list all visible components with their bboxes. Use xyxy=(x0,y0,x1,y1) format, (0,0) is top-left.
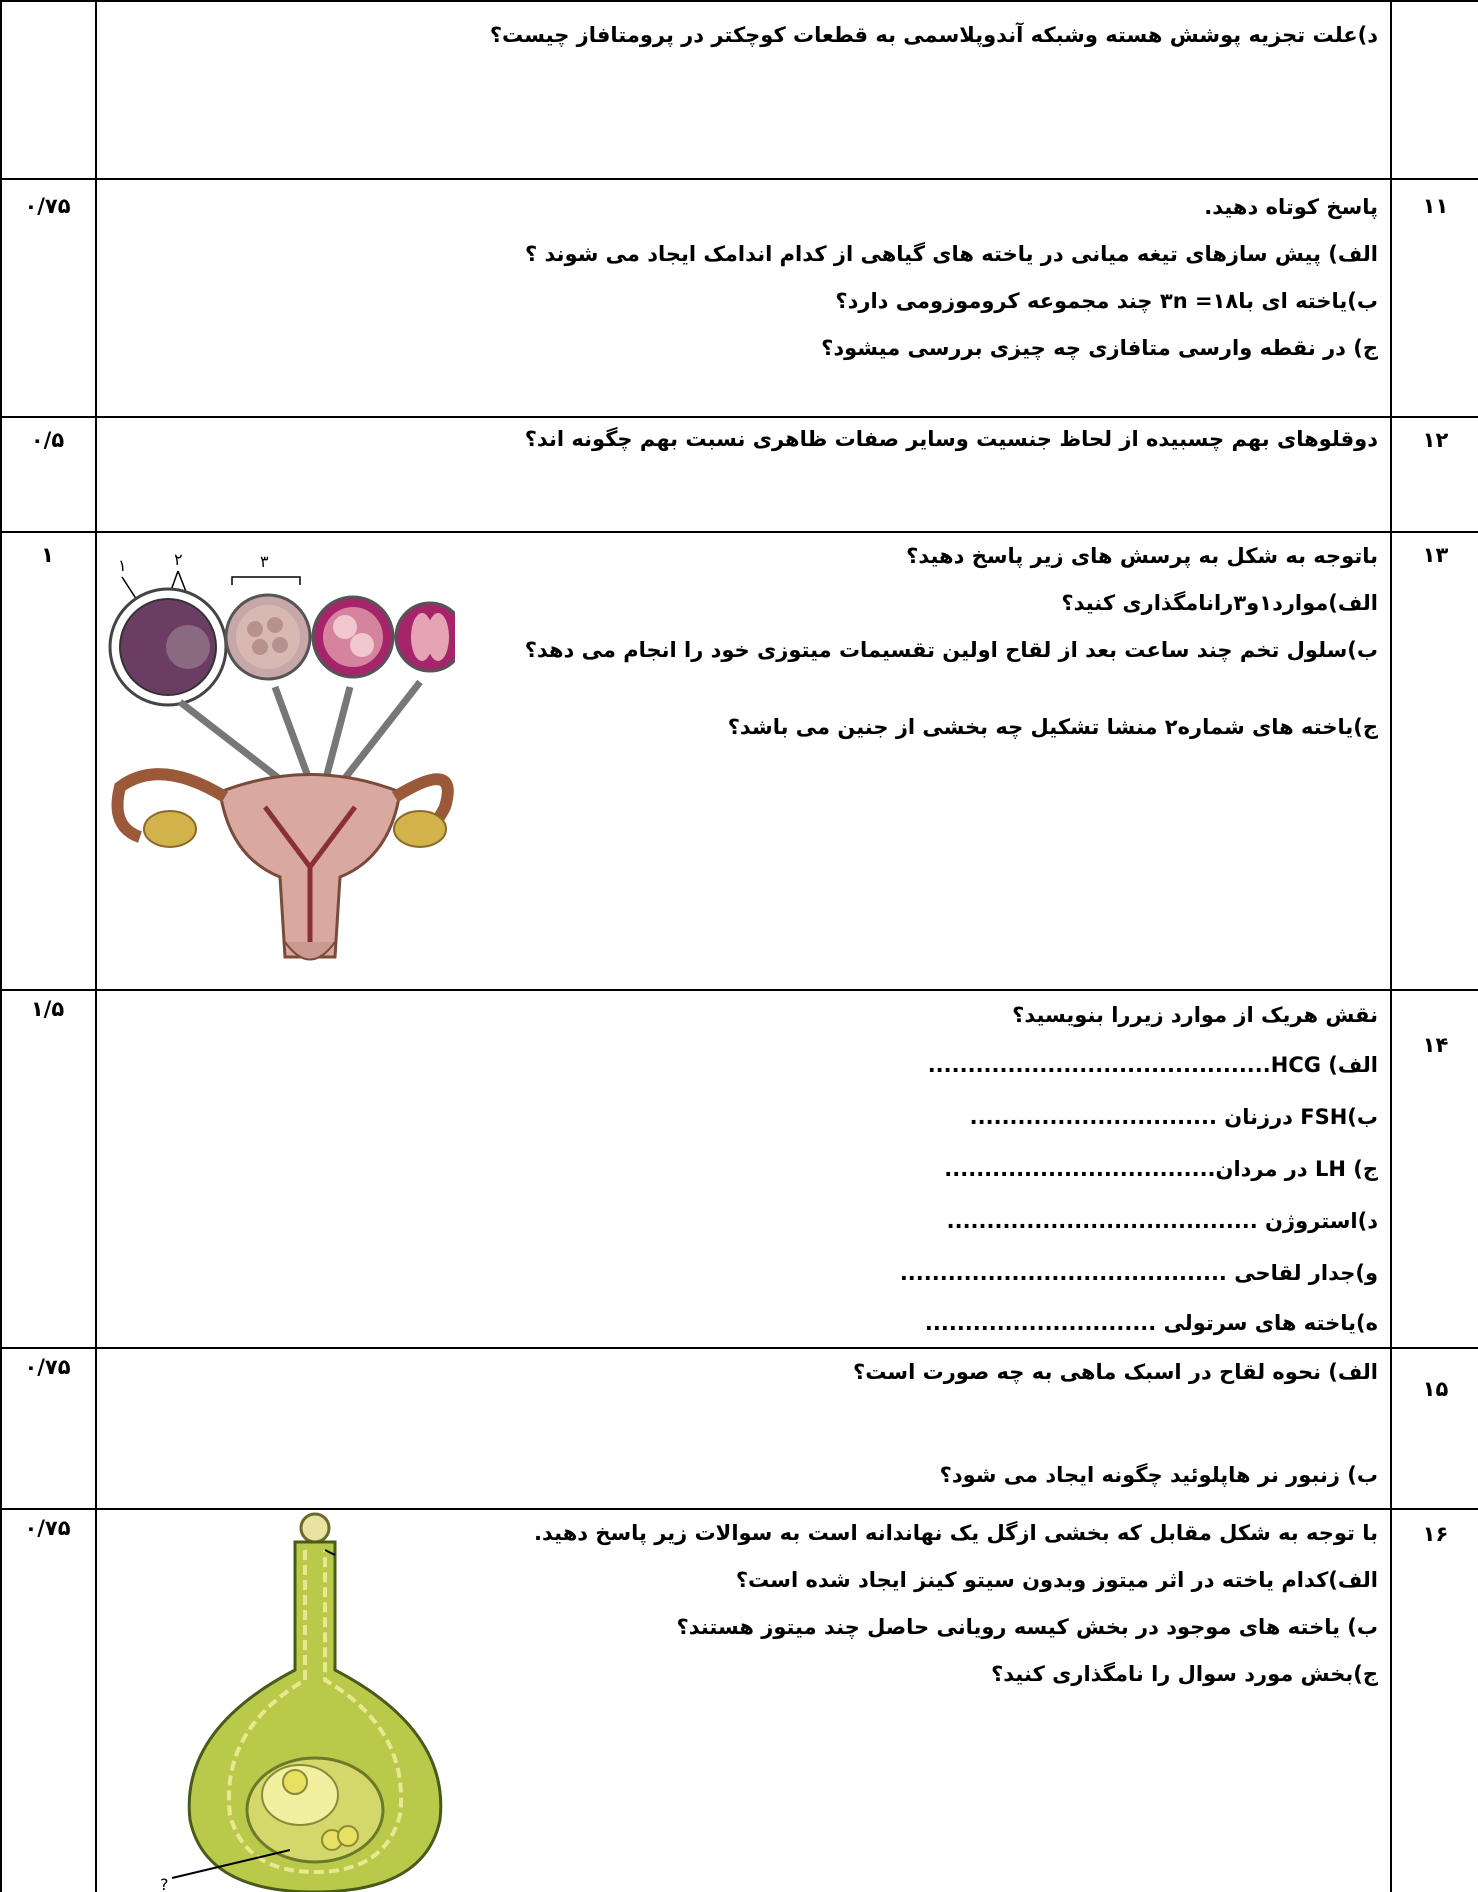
question-number: ۱۳ xyxy=(1422,543,1449,567)
question-number: ۱۲ xyxy=(1422,428,1449,452)
question-score: ۰/۷۵ xyxy=(24,1516,71,1540)
figure-label-1: ۱ xyxy=(118,556,127,575)
question-line: د)استروژن ....................................... xyxy=(946,1209,1378,1233)
question-line: ب)FSH درزنان ............................... xyxy=(969,1105,1378,1129)
question-row xyxy=(0,416,1478,531)
question-line: الف) پیش سازهای تیغه میانی در یاخته های گیاهی از کدام اندامک ایجاد می شوند ؟ xyxy=(525,242,1378,266)
question-number: ۱۶ xyxy=(1422,1522,1449,1546)
question-line: ج)یاخته های شماره۲ منشا تشکیل چه بخشی از جنین می باشد؟ xyxy=(727,715,1378,739)
question-score: ۰/۵ xyxy=(30,428,65,452)
question-line: ج)بخش مورد سوال را نامگذاری کنید؟ xyxy=(991,1662,1378,1686)
question-number: ۱۱ xyxy=(1422,194,1449,218)
question-line: الف) HCG........................................... xyxy=(927,1053,1378,1077)
question-score: ۱ xyxy=(41,543,54,567)
figure-label-question: ? xyxy=(160,1875,169,1892)
question-score: ۰/۷۵ xyxy=(24,194,71,218)
question-line: د)علت تجزیه پوشش هسته وشبکه آندوپلاسمی به قطعات کوچکتر در پرومتافاز چیست؟ xyxy=(489,23,1378,47)
question-line: الف)کدام یاخته در اثر میتوز وبدون سیتو کینز ایجاد شده است؟ xyxy=(735,1568,1378,1592)
question-row xyxy=(0,0,1478,178)
question-line: ب)سلول تخم چند ساعت بعد از لقاح اولین تقسیمات میتوزی خود را انجام می دهد؟ xyxy=(524,638,1378,662)
question-line: ج) LH در مردان.................................. xyxy=(944,1157,1378,1181)
figure-label-2: ۲ xyxy=(174,550,183,569)
question-line: ب) زنبور نر هاپلوئید چگونه ایجاد می شود؟ xyxy=(939,1463,1378,1487)
question-row xyxy=(0,989,1478,1347)
question-row xyxy=(0,531,1478,989)
question-line: دوقلوهای بهم چسبیده از لحاظ جنسیت وسایر صفات ظاهری نسبت بهم چگونه اند؟ xyxy=(524,427,1378,451)
question-row xyxy=(0,1508,1478,1892)
question-line: ب) یاخته های موجود در بخش کیسه رویانی حاصل چند میتوز هستند؟ xyxy=(676,1615,1378,1639)
ovule-figure xyxy=(160,1510,480,1892)
question-line: الف)موارد۱و۳رانامگذاری کنید؟ xyxy=(1061,591,1378,615)
question-line: ج) در نقطه وارسی متافازی چه چیزی بررسی میشود؟ xyxy=(821,336,1378,360)
question-line: ب)یاخته ای با۱۸= ۳n چند مجموعه کروموزومی دارد؟ xyxy=(835,289,1378,313)
figure-label-3: ۳ xyxy=(260,552,269,571)
question-score: ۱/۵ xyxy=(30,997,65,1021)
question-row xyxy=(0,178,1478,416)
question-line: الف) نحوه لقاح در اسبک ماهی به چه صورت است؟ xyxy=(853,1360,1378,1384)
question-line: نقش هریک از موارد زیررا بنویسید؟ xyxy=(1012,1003,1378,1027)
question-number: ۱۴ xyxy=(1422,1033,1449,1057)
question-line: با توجه به شکل مقابل که بخشی ازگل یک نهاندانه است به سوالات زیر پاسخ دهید. xyxy=(534,1521,1378,1545)
question-number: ۱۵ xyxy=(1422,1377,1449,1401)
question-line: پاسخ کوتاه دهید. xyxy=(1204,195,1378,219)
question-row xyxy=(0,1347,1478,1508)
question-line: و)جدار لقاحی ......................................... xyxy=(899,1261,1378,1285)
question-line: ه)یاخته های سرتولی ............................. xyxy=(924,1311,1378,1335)
question-score: ۰/۷۵ xyxy=(24,1355,71,1379)
question-line: باتوجه به شکل به پرسش های زیر پاسخ دهید؟ xyxy=(906,544,1378,568)
uterus-embryo-figure xyxy=(100,537,455,977)
